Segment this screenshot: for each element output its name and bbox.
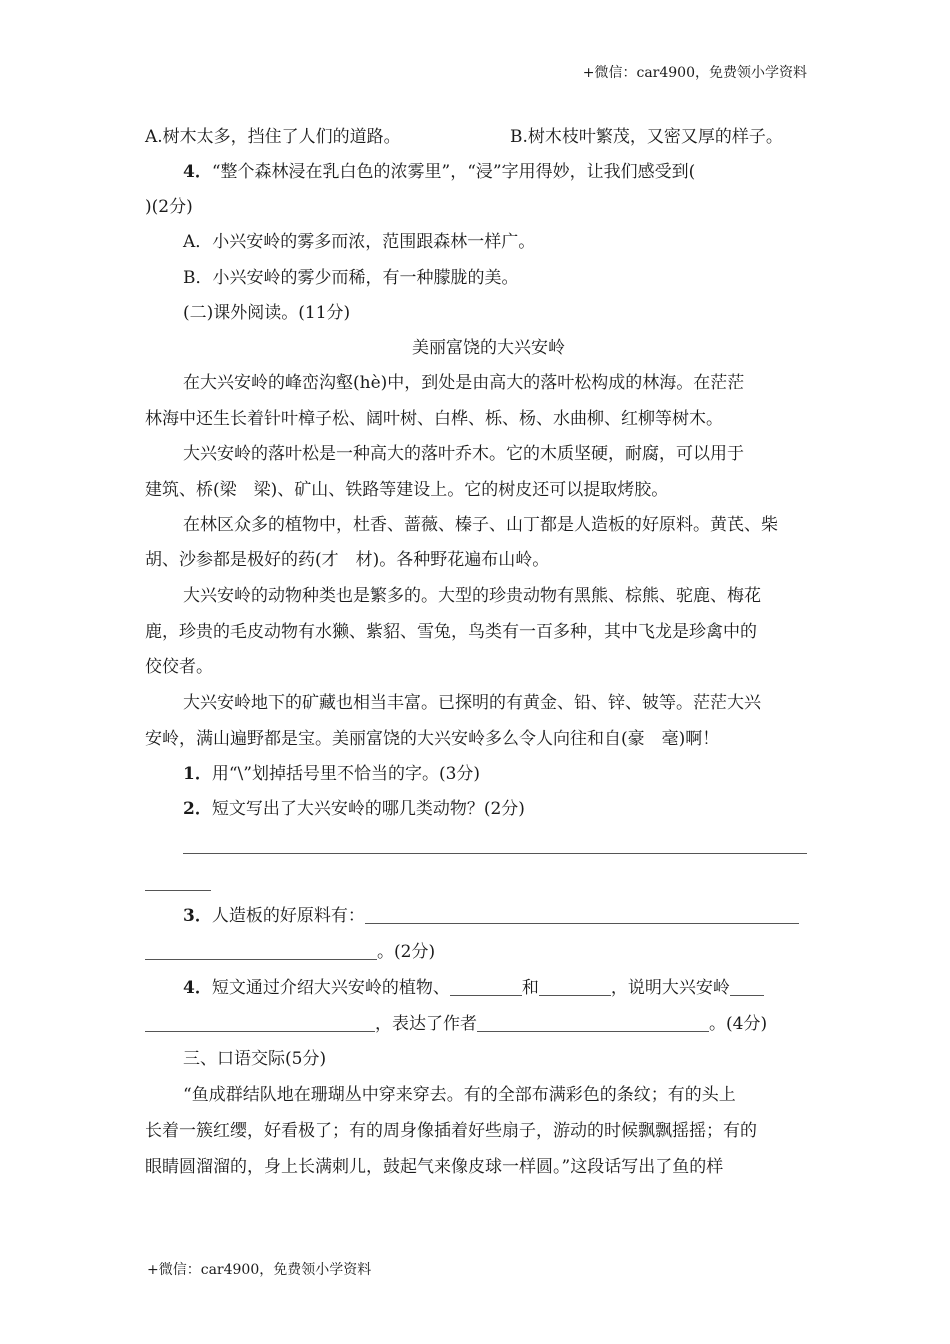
- q4-number: 4．: [183, 162, 212, 182]
- question-4-text2: ，说明大兴安岭: [610, 978, 730, 998]
- question-3-text: 人造板的好原料有：: [211, 906, 365, 926]
- passage-p3-line1: 在林区众多的植物中，杜香、蔷薇、榛子、山丁都是人造板的好原料。黄芪、柴: [183, 515, 778, 535]
- passage-p1-line1: 在大兴安岭的峰峦沟壑(hè)中，到处是由高大的落叶松构成的林海。在茫茫: [183, 373, 745, 393]
- q3-options-row: [145, 120, 807, 154]
- question-1-number: 1．: [183, 764, 212, 784]
- q4-option-b: B．小兴安岭的雾少而稀，有一种朦胧的美。: [183, 268, 519, 288]
- passage-p4-line2: 鹿，珍贵的毛皮动物有水獭、紫貂、雪兔，鸟类有一百多种，其中飞龙是珍禽中的: [145, 622, 757, 642]
- question-3-blank[interactable]: [365, 905, 799, 924]
- passage-p1-line2: 林海中还生长着针叶樟子松、阔叶树、白桦、栎、杨、水曲柳、红柳等树木。: [145, 409, 723, 429]
- passage-p2-line2: 建筑、桥(梁 梁)、矿山、铁路等建设上。它的树皮还可以提取烤胶。: [145, 480, 669, 500]
- question-4-text1: 短文通过介绍大兴安岭的植物、: [211, 978, 450, 998]
- question-4-end: 。(4分): [709, 1014, 768, 1034]
- question-1-text: 用“\”划掉括号里不恰当的字。(3分): [211, 764, 481, 784]
- question-2-number: 2．: [183, 799, 212, 819]
- passage-p5-line2: 安岭，满山遍野都是宝。美丽富饶的大兴安岭多么令人向往和自(豪 毫)啊！: [145, 729, 720, 749]
- question-3-number: 3．: [183, 906, 212, 926]
- q4-option-a: A．小兴安岭的雾多而浓，范围跟森林一样广。: [183, 232, 536, 252]
- question-2-answer-line-end[interactable]: [145, 890, 211, 891]
- question-4-line2: [145, 1007, 767, 1041]
- section3-heading: 三、口语交际(5分): [183, 1049, 327, 1069]
- q3-option-b: B.树木枝叶繁茂，又密又厚的样子。: [510, 127, 783, 147]
- question-4-blank-4[interactable]: [477, 1013, 709, 1032]
- question-4-blank-3-cont[interactable]: [145, 1013, 375, 1032]
- question-3-line2: [145, 935, 435, 969]
- passage-p5-line1: 大兴安岭地下的矿藏也相当丰富。已探明的有黄金、铅、锌、铍等。茫茫大兴: [183, 693, 761, 713]
- question-2: [183, 792, 525, 826]
- q4-stem-line1: [183, 155, 695, 189]
- passage-title: 美丽富饶的大兴安岭: [412, 338, 565, 358]
- question-3-end: 。(2分): [377, 942, 436, 962]
- question-4-text3: ，表达了作者: [375, 1014, 477, 1034]
- page-footer: +微信：car4900，免费领小学资料: [147, 1262, 372, 1278]
- question-4-blank-2[interactable]: [539, 977, 611, 996]
- question-1: [183, 757, 480, 791]
- page-header: +微信：car4900，免费领小学资料: [582, 65, 807, 81]
- section2-heading: (二)课外阅读。(11分): [183, 303, 351, 323]
- question-4: [183, 971, 764, 1005]
- q4-stem-line2: )(2分): [145, 197, 193, 217]
- q4-stem: “整个森林浸在乳白色的浓雾里”，“浸”字用得妙，让我们感受到(: [211, 162, 696, 182]
- question-4-blank-1[interactable]: [450, 977, 522, 996]
- question-2-answer-line[interactable]: [183, 853, 807, 854]
- passage-p3-line2: 胡、沙参都是极好的药(才 材)。各种野花遍布山岭。: [145, 550, 550, 570]
- question-3-blank-cont[interactable]: [145, 941, 377, 960]
- section3-line2: 长着一簇红缨，好看极了；有的周身像插着好些扇子，游动的时候飘飘摇摇；有的: [145, 1121, 757, 1141]
- question-2-text: 短文写出了大兴安岭的哪几类动物？(2分): [211, 799, 525, 819]
- section3-line1: “鱼成群结队地在珊瑚丛中穿来穿去。有的全部布满彩色的条纹；有的头上: [183, 1085, 736, 1105]
- section3-line3: 眼睛圆溜溜的，身上长满刺儿，鼓起气来像皮球一样圆。”这段话写出了鱼的样: [145, 1157, 724, 1177]
- question-3: [183, 899, 807, 933]
- passage-p4-line1: 大兴安岭的动物种类也是繁多的。大型的珍贵动物有黑熊、棕熊、驼鹿、梅花: [183, 586, 761, 606]
- question-4-number: 4．: [183, 978, 212, 998]
- question-4-blank-3[interactable]: [730, 977, 764, 996]
- q3-option-a: A.树木太多，挡住了人们的道路。: [145, 127, 401, 147]
- question-4-and: 和: [521, 978, 539, 998]
- passage-p2-line1: 大兴安岭的落叶松是一种高大的落叶乔木。它的木质坚硬，耐腐，可以用于: [183, 444, 744, 464]
- passage-p4-line3: 佼佼者。: [145, 657, 213, 677]
